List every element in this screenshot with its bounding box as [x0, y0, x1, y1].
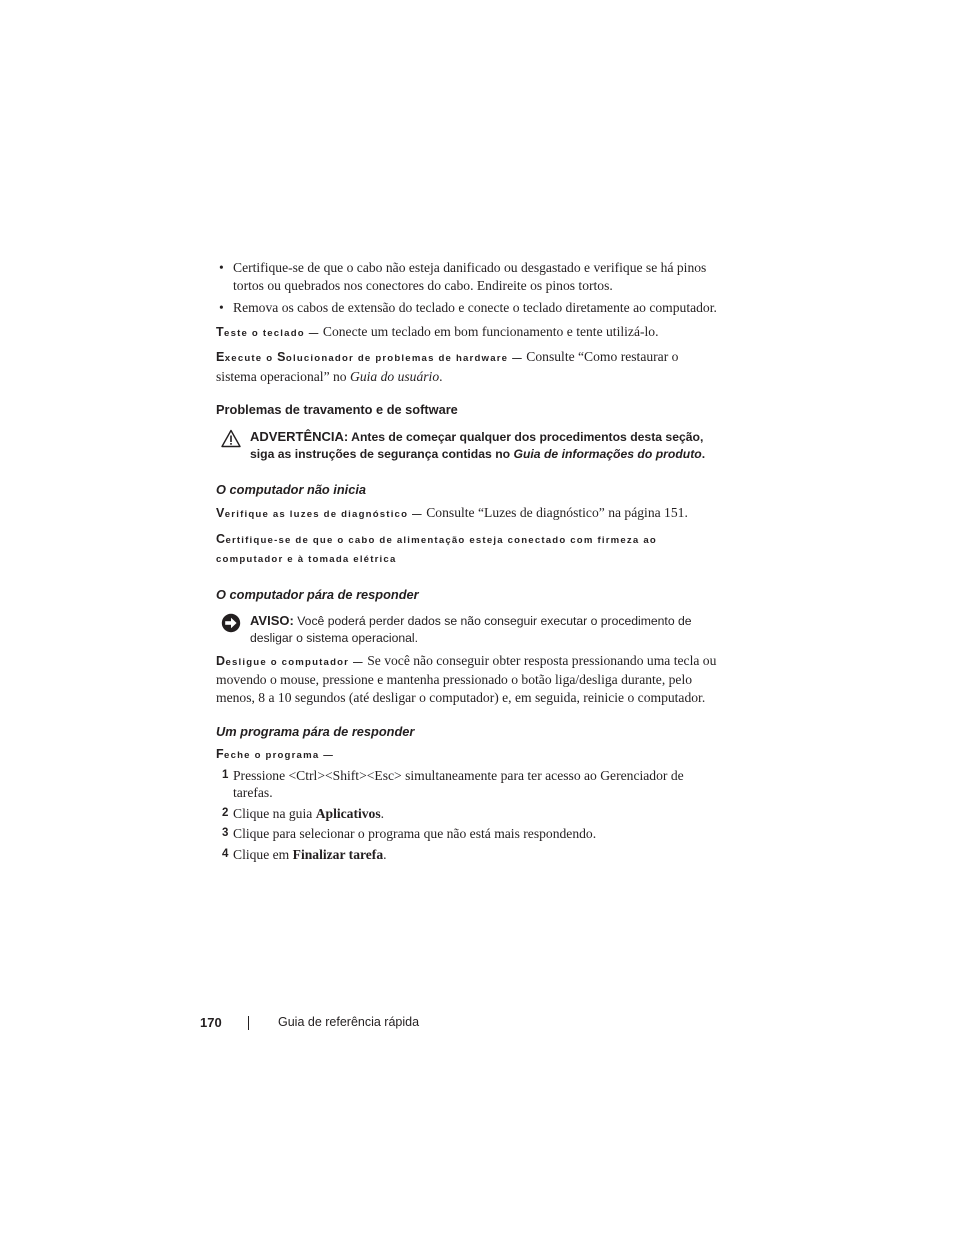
bullet-dot: • [219, 300, 224, 315]
notice-text: Você poderá perder dados se não conseguir executar o procedimento de desligar o sistema operacional. [250, 613, 692, 645]
footer-separator [248, 1016, 249, 1030]
page-content [216, 258, 720, 863]
execute-paragraph [216, 348, 720, 385]
step-text: Clique na guia [233, 805, 316, 821]
step-text: Clique para selecionar o programa que não está mais respondendo. [233, 826, 597, 841]
notice-title: AVISO: [250, 612, 294, 628]
run-in-heading: Teste o teclado — [216, 324, 320, 339]
list-item [216, 767, 720, 802]
verifique-paragraph [216, 504, 720, 524]
notice-note [216, 612, 720, 647]
run-in-heading: Feche o programa — [216, 747, 335, 761]
run-in-heading: Desligue o computador — [216, 653, 364, 668]
warning-note [216, 428, 720, 463]
bullet-item [216, 299, 720, 317]
feche-paragraph [216, 745, 720, 765]
certifique-paragraph [216, 530, 720, 569]
run-in-heading: Verifique as luzes de diagnóstico — [216, 506, 423, 520]
subsection-title: Um programa pára de responder [216, 724, 415, 739]
ui-label: Finalizar tarefa [292, 846, 384, 862]
warning-text: Antes de começar qualquer dos procedimentos desta seção, siga as instruções de segurança contidas no [250, 430, 704, 461]
punctuation: . [439, 368, 443, 384]
warning-title: ADVERTÊNCIA: [250, 429, 349, 444]
run-in-heading: Certifique-se de que o cabo de alimentação esteja conectado com firmeza ao computador e à tomada elétrica [216, 531, 657, 565]
paragraph-text: Consulte “Como restaurar o sistema operacional” no [216, 349, 679, 384]
step-number: 2 [222, 806, 229, 819]
bullet-item [216, 259, 720, 294]
teste-teclado-paragraph [216, 323, 720, 343]
run-in-heading: Execute o Solucionador de problemas de hardware — [216, 350, 523, 364]
ui-label: Aplicativos [315, 805, 381, 821]
step-text: Pressione <Ctrl><Shift><Esc> simultaneamente para ter acesso ao Gerenciador de tarefas. [233, 767, 684, 800]
list-item [216, 825, 720, 843]
step-number: 3 [222, 827, 229, 839]
steps-list [216, 767, 720, 864]
footer-title: Guia de referência rápida [278, 1015, 420, 1029]
page-number: 170 [200, 1015, 222, 1030]
subsection-title: O computador pára de responder [216, 586, 419, 602]
desligue-paragraph [216, 652, 720, 707]
subsection-title: O computador não inicia [216, 482, 367, 497]
punctuation: . [701, 447, 706, 461]
punctuation: . [380, 805, 385, 821]
paragraph-text: Se você não conseguir obter resposta pressionando uma tecla ou movendo o mouse, pressione e mantenha pressionado o botão liga/desliga durante, pelo menos, 8 a 10 segundos (até desligar o computador) e, em seguida, reinicie o computador. [216, 652, 717, 705]
list-item [216, 805, 720, 823]
punctuation: . [383, 846, 387, 862]
bullet-text: Certifique-se de que o cabo não esteja danificado ou desgastado e verifique se há pinos tortos ou quebrados nos conectores do cabo. Endireite os pinos tortos. [233, 260, 707, 293]
notice-arrow-icon [221, 613, 241, 638]
paragraph-text: Conecte um teclado em bom funcionamento e tente utilizá-lo. [319, 323, 659, 339]
paragraph-text: Consulte “Luzes de diagnóstico” na página 151. [422, 505, 688, 520]
step-number: 4 [222, 847, 229, 860]
section-title: Problemas de travamento e de software [216, 402, 458, 417]
list-item [216, 846, 720, 864]
bullet-text: Remova os cabos de extensão do teclado e conecte o teclado diretamente ao computador. [233, 300, 717, 315]
step-text: Clique em [233, 846, 293, 862]
warning-triangle-icon [221, 429, 241, 453]
book-title: Guia do usuário [350, 368, 440, 384]
step-number: 1 [222, 768, 229, 781]
bullet-dot: • [219, 260, 224, 275]
book-title: Guia de informações do produto [513, 447, 702, 461]
